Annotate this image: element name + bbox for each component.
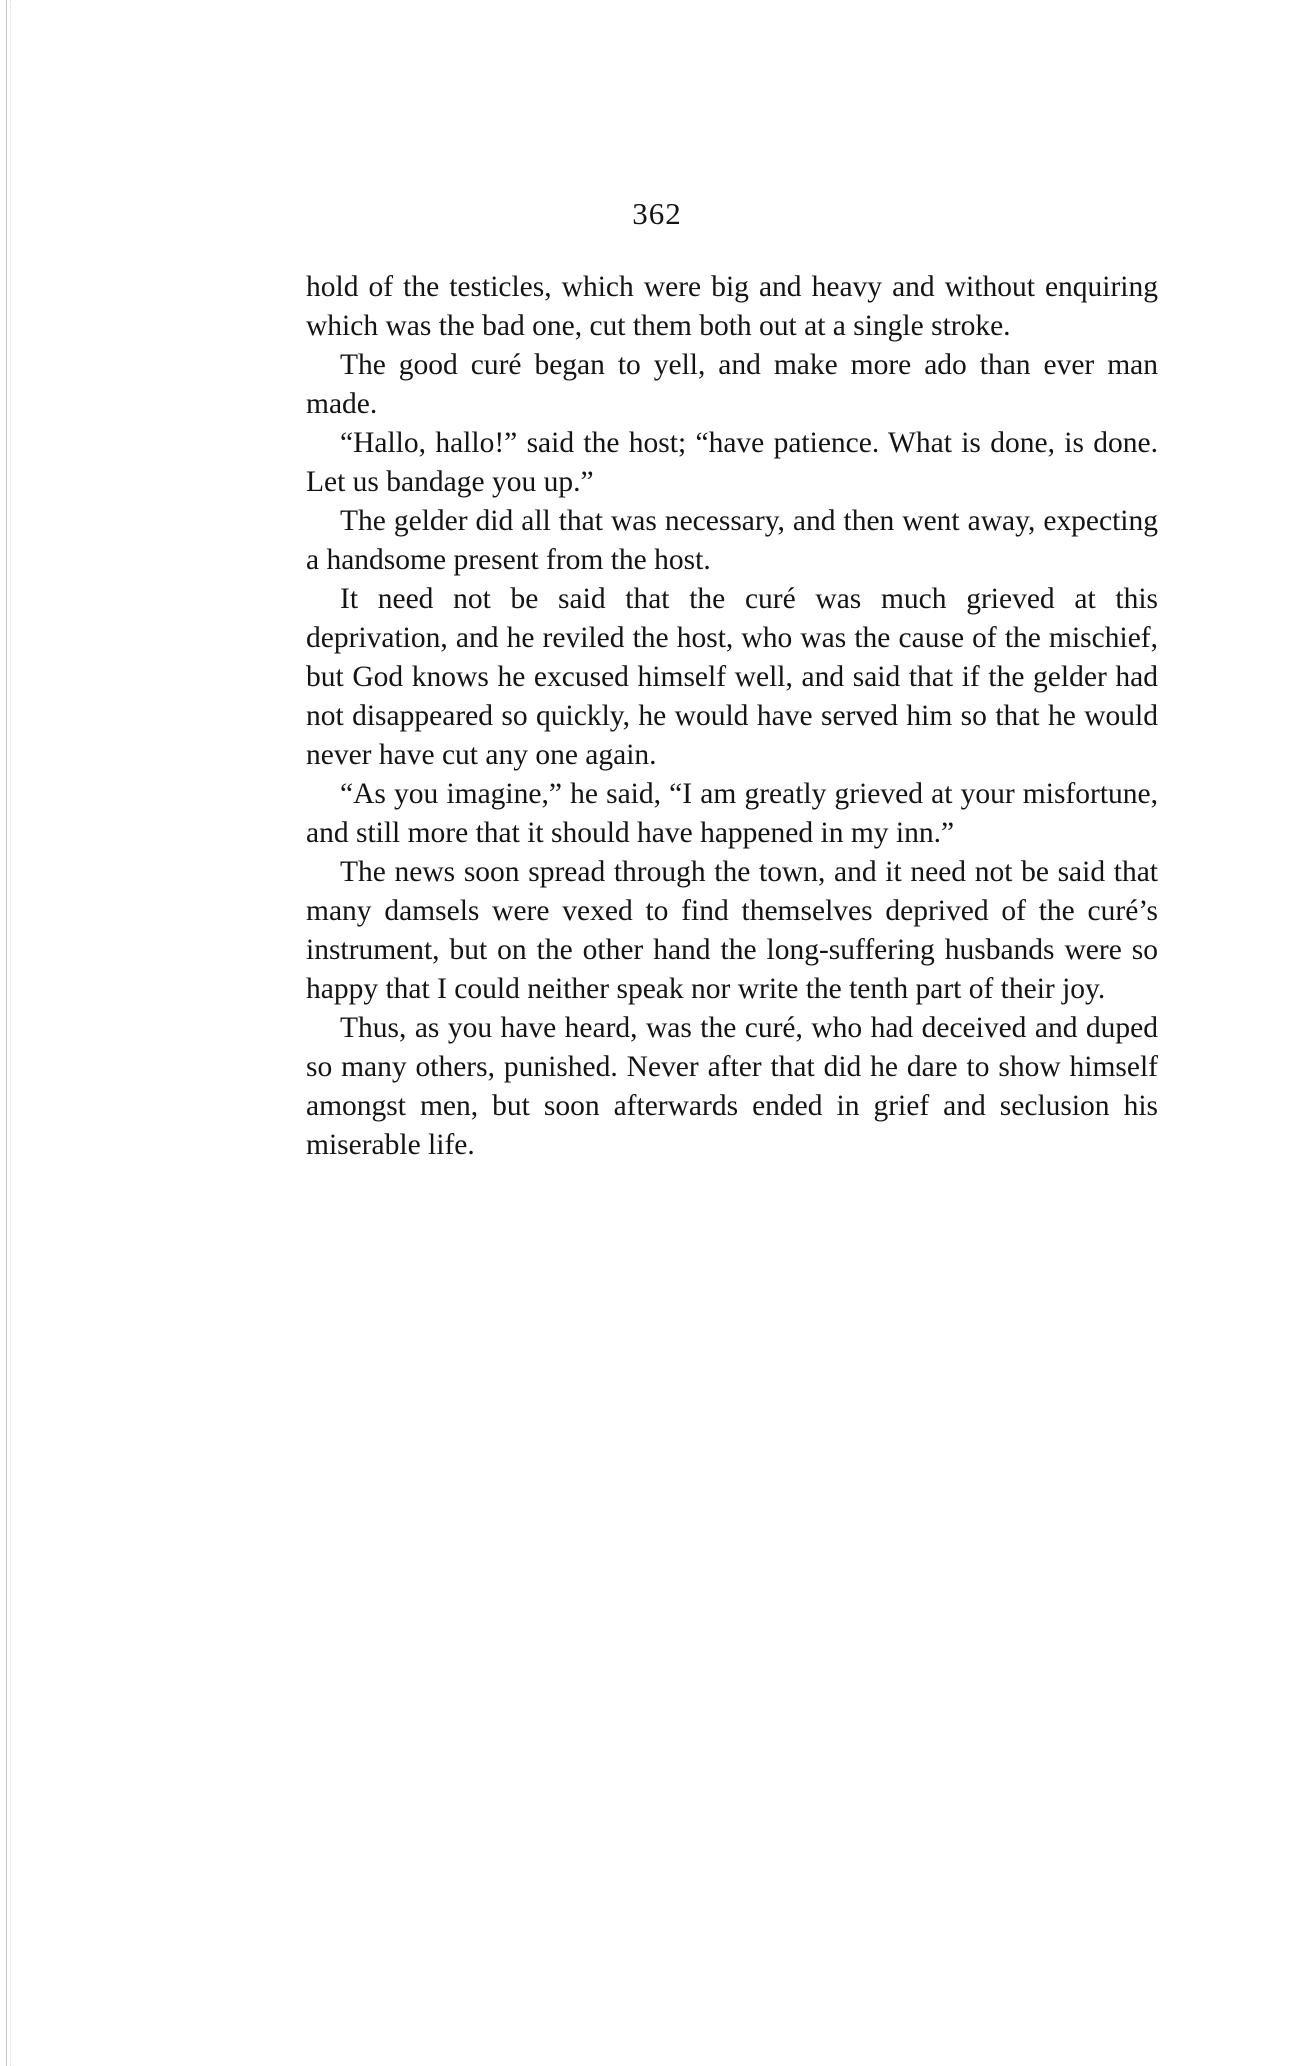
paragraph: The news soon spread through the town, and it need not be said that many damsels were vexed to find themselves deprived of the curé’s instrument, but on the other hand the long-suffering husbands were so happy that I could neither speak nor write the tenth part of their joy.	[306, 856, 1158, 1005]
paragraph: “As you imagine,” he said, “I am greatly grieved at your misfortune, and still more that it should have happened in my inn.”	[306, 778, 1158, 849]
scan-edge	[6, 0, 11, 2066]
paragraph: “Hallo, hallo!” said the host; “have patience. What is done, is done. Let us bandage you up.”	[306, 427, 1158, 498]
body-text	[306, 268, 1158, 1165]
paragraph: Thus, as you have heard, was the curé, who had deceived and duped so many others, punished. Never after that did he dare to show himself amongst men, but soon afterwards ended in grief and seclusion his miserable life.	[306, 1012, 1158, 1161]
page-number: 362	[632, 196, 682, 231]
paragraph: The gelder did all that was necessary, and then went away, expecting a handsome present from the host.	[306, 505, 1158, 576]
paragraph: It need not be said that the curé was much grieved at this deprivation, and he reviled the host, who was the cause of the mischief, but God knows he excused himself well, and said that if the gelder had not disappeared so quickly, he would have served him so that he would never have cut any one again.	[306, 583, 1158, 771]
paragraph-continuation: hold of the testicles, which were big and heavy and without enquiring which was the bad one, cut them both out at a single stroke.	[306, 271, 1158, 342]
paragraph: The good curé began to yell, and make more ado than ever man made.	[306, 349, 1158, 420]
